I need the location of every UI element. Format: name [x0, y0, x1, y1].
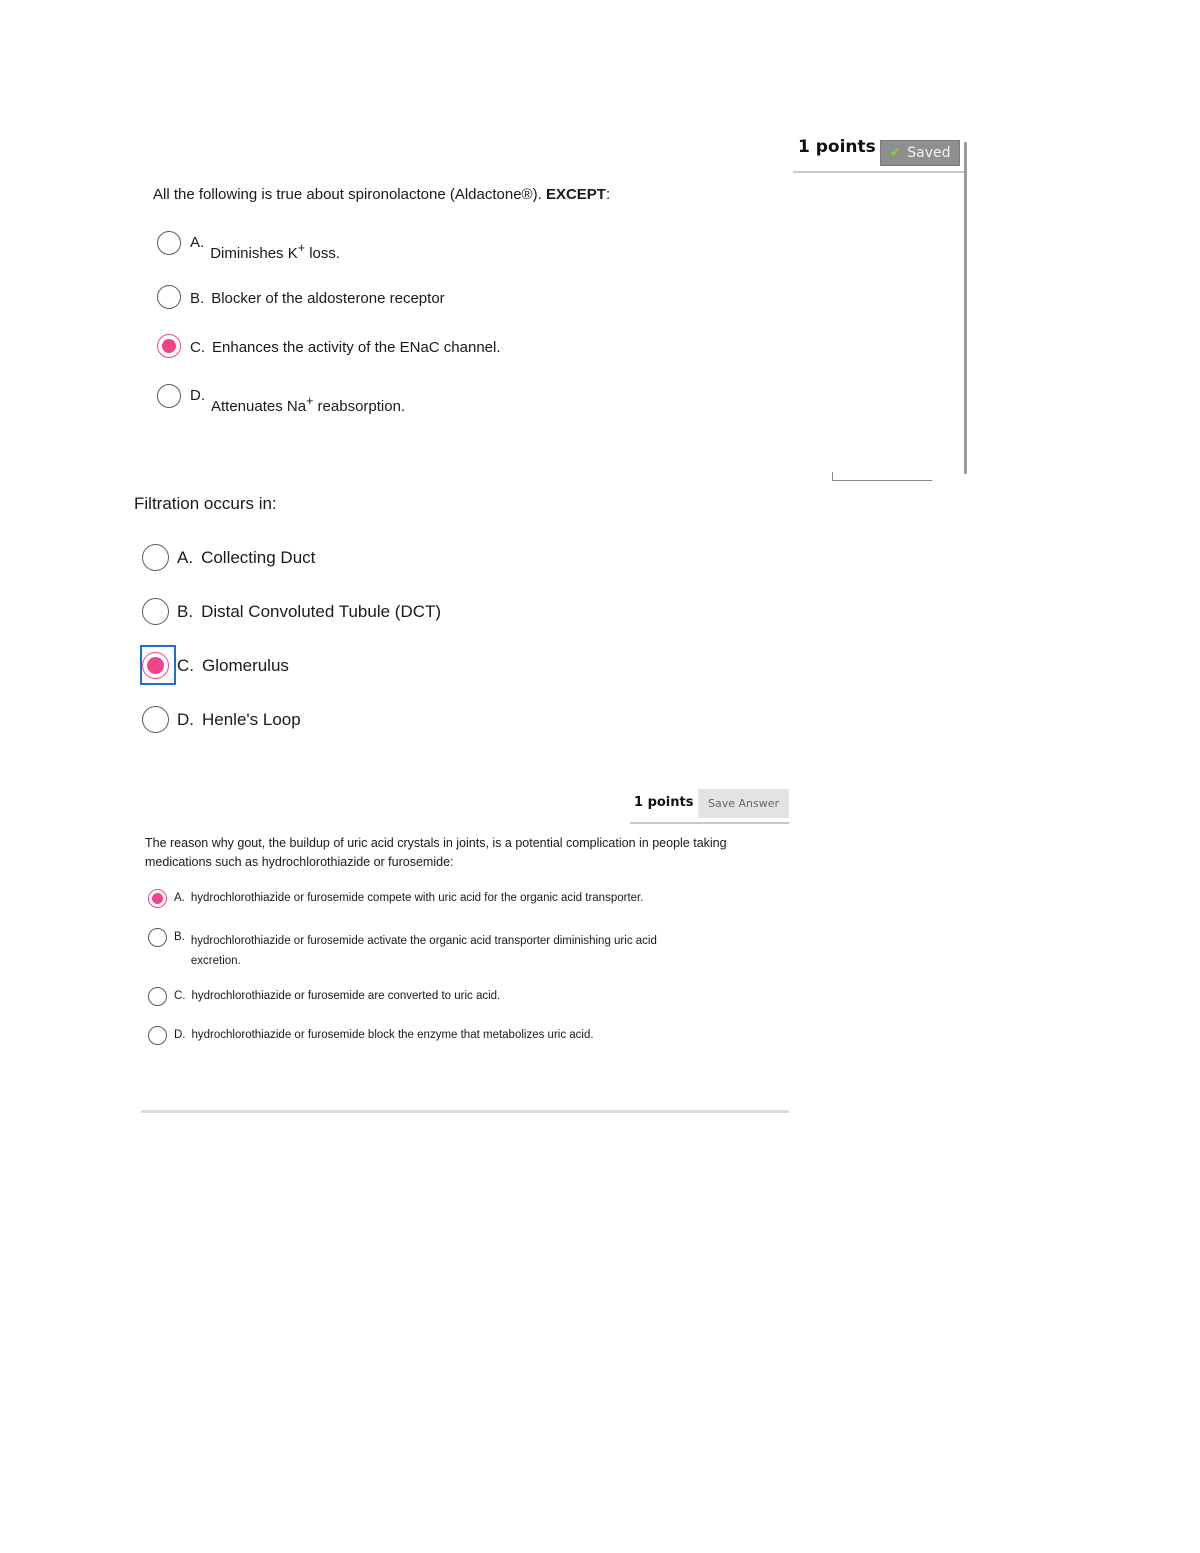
saved-label: Saved [907, 145, 951, 161]
question-3-line-2: medications such as hydrochlorothiazide or furosemide: [145, 855, 454, 869]
radio-dot [162, 339, 176, 353]
radio-dot [147, 657, 164, 674]
panel-right-border [964, 142, 967, 474]
option-letter: D. [174, 1029, 186, 1041]
option-text-main: Attenuates Na [211, 398, 307, 415]
question-1-emphasis: EXCEPT [545, 186, 606, 203]
option-letter: D. [190, 387, 205, 404]
question-2-text [134, 494, 534, 514]
question-2-label: Filtration occurs in: [134, 494, 277, 513]
q1-option-b[interactable] [157, 285, 445, 309]
option-text: Enhances the activity of the ENaC channel. [212, 339, 501, 356]
option-text: Blocker of the aldosterone receptor [211, 290, 445, 307]
option-text [210, 241, 340, 262]
option-text [191, 931, 657, 971]
question-3-text [145, 834, 727, 872]
radio-button[interactable] [157, 231, 181, 255]
q2-option-a[interactable] [142, 544, 315, 571]
superscript: + [297, 241, 306, 255]
radio-button-selected[interactable] [142, 652, 169, 679]
option-text-line-1: hydrochlorothiazide or furosemide activate the organic acid transporter diminishing uric acid [190, 935, 657, 947]
q3-option-c[interactable] [148, 987, 500, 1006]
q3-option-b[interactable] [148, 928, 657, 971]
option-text: hydrochlorothiazide or furosemide compete with uric acid for the organic acid transporter. [190, 892, 644, 904]
question-3-line-1: The reason why gout, the buildup of uric acid crystals in joints, is a potential complication in people taking [145, 836, 727, 850]
q2-option-d[interactable] [142, 706, 301, 733]
radio-button[interactable] [157, 285, 181, 309]
option-letter: B. [190, 290, 205, 307]
check-icon: ✔ [889, 145, 902, 161]
radio-button[interactable] [142, 598, 169, 625]
radio-button[interactable] [148, 987, 167, 1006]
radio-button-selected[interactable] [148, 889, 167, 908]
option-text [211, 394, 405, 415]
radio-button[interactable] [148, 1026, 167, 1045]
q1-option-c[interactable] [157, 334, 501, 358]
radio-button[interactable] [157, 384, 181, 408]
option-text-tail: loss. [305, 245, 341, 262]
option-text: Collecting Duct [201, 548, 316, 567]
option-text: hydrochlorothiazide or furosemide block the enzyme that metabolizes uric acid. [191, 1029, 594, 1041]
q2-option-c[interactable] [142, 652, 289, 679]
header-divider [793, 171, 965, 173]
question-1-tail: : [605, 186, 611, 203]
bottom-divider [141, 1110, 789, 1113]
q3-option-d[interactable] [148, 1026, 594, 1045]
radio-button[interactable] [142, 706, 169, 733]
option-letter: D. [177, 710, 194, 729]
question-1-text [153, 186, 610, 203]
q1-option-d[interactable] [157, 384, 405, 415]
header-divider [630, 822, 789, 824]
option-letter: C. [174, 990, 186, 1002]
option-text: Distal Convoluted Tubule (DCT) [201, 602, 442, 621]
option-letter: A. [177, 548, 194, 567]
option-text: hydrochlorothiazide or furosemide are converted to uric acid. [191, 990, 501, 1002]
option-letter: B. [174, 931, 185, 943]
option-letter: B. [177, 602, 194, 621]
question-1-main: All the following is true about spironolactone (Aldactone®). [153, 186, 546, 203]
option-text-main: Diminishes K [210, 245, 298, 262]
save-answer-button[interactable]: Save Answer [698, 789, 789, 818]
panel-corner [832, 472, 932, 481]
radio-button[interactable] [142, 544, 169, 571]
radio-button[interactable] [148, 928, 167, 947]
radio-button-selected[interactable] [157, 334, 181, 358]
option-letter: A. [174, 892, 185, 904]
q1-option-a[interactable] [157, 231, 340, 262]
saved-button[interactable] [880, 140, 960, 166]
option-letter: C. [177, 656, 194, 675]
points-label: 1 points [634, 795, 694, 810]
option-letter: C. [190, 339, 205, 356]
points-label: 1 points [798, 137, 876, 157]
q3-option-a[interactable] [148, 889, 643, 908]
option-text: Glomerulus [202, 656, 289, 675]
option-text-tail: reabsorption. [313, 398, 406, 415]
superscript: + [306, 394, 314, 408]
option-letter: A. [190, 234, 205, 251]
radio-dot [152, 893, 163, 904]
q2-option-b[interactable] [142, 598, 441, 625]
option-text: Henle's Loop [202, 710, 301, 729]
option-text-line-2: excretion. [190, 955, 241, 967]
